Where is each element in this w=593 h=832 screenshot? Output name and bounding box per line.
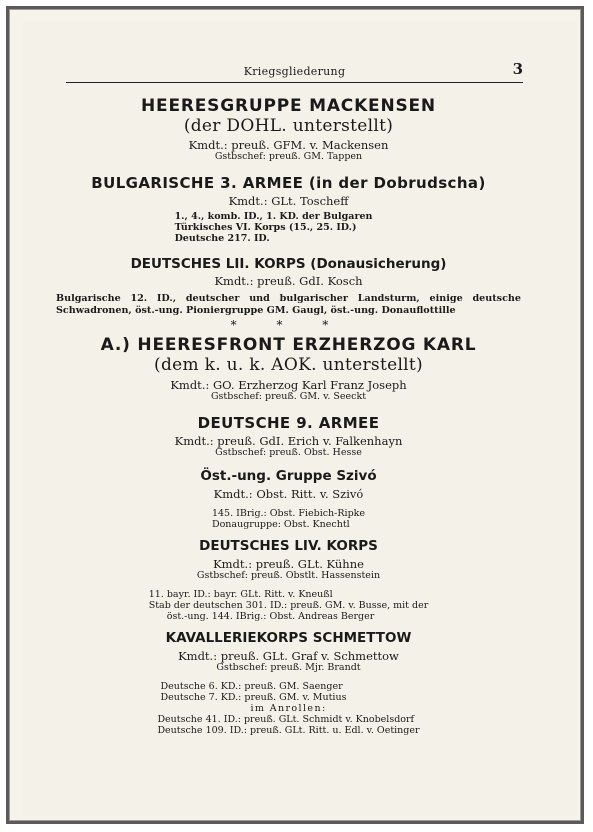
unit-line: Deutsche 7. KD.: preuß. GM. v. Mutius	[160, 691, 347, 703]
commander-line: Kmdt.: GO. Erzherzog Karl Franz Joseph	[170, 377, 407, 392]
unit-line: 1., 4., komb. ID., 1. KD. der Bulgaren	[174, 210, 373, 222]
chief-of-staff-line: Gstbschef: preuß. Obstlt. Hassenstein	[196, 569, 381, 581]
section-title: HEERESGRUPPE MACKENSEN	[141, 96, 436, 116]
commander-line: Kmdt.: preuß. GLt. Kühne	[213, 556, 364, 571]
page-number: 3	[512, 60, 523, 78]
commander-line: Kmdt.: preuß. GFM. v. Mackensen	[188, 138, 389, 153]
section-heeresgruppe	[66, 97, 511, 163]
section-subtitle: (der DOHL. unterstellt)	[183, 115, 394, 136]
section-title: Öst.-ung. Gruppe Szivó	[200, 468, 377, 485]
section-subtitle: (dem k. u. k. AOK. unterstellt)	[154, 354, 423, 375]
section-heeresfront	[66, 336, 511, 402]
commander-line: Kmdt.: preuß. GLt. Graf v. Schmettow	[178, 648, 399, 663]
chief-of-staff-line: Gstbschef: preuß. GM. v. Seeckt	[210, 390, 367, 402]
section-bulgarische-armee	[66, 175, 511, 245]
section-lii-korps	[56, 255, 521, 317]
im-anrollen-label: im Anrollen:	[250, 702, 327, 714]
chief-of-staff-line: Gstbschef: preuß. GM. Tappen	[214, 151, 363, 163]
section-9-armee	[66, 415, 511, 459]
unit-line: Deutsche 109. ID.: preuß. GLt. Ritt. u. Edl. v. Oetinger	[157, 724, 420, 736]
unit-line: 145. IBrig.: Obst. Fiebich-Ripke	[211, 507, 366, 519]
unit-line: Stab der deutschen 301. ID.: preuß. GM. v. Busse, mit der	[148, 599, 429, 611]
section-gruppe-szivo	[66, 469, 511, 531]
unit-line: Deutsche 41. ID.: preuß. GLt. Schmidt v. Knobelsdorf	[157, 713, 415, 725]
unit-line: Deutsche 217. ID.	[174, 232, 270, 244]
section-title: DEUTSCHE 9. ARMEE	[197, 413, 380, 432]
section-title: KAVALLERIEKORPS SCHMETTOW	[165, 630, 412, 646]
units-paragraph: Bulgarische 12. ID., deutscher und bulgarischer Landsturm, einige deutsche Schwadronen, öst.-ung. Pioniergruppe GM. Gaugl, öst.-ung. Donauflottille	[56, 292, 521, 316]
section-title: DEUTSCHES LII. KORPS (Donausicherung)	[130, 255, 447, 272]
header-title: Kriegsgliederung	[243, 65, 346, 78]
separator-asterisks: * * *	[230, 317, 347, 332]
commander-line: Kmdt.: preuß. GdI. Erich v. Falkenhayn	[174, 433, 403, 448]
section-title: A.) HEERESFRONT ERZHERZOG KARL	[100, 335, 477, 356]
document-body	[56, 96, 521, 737]
section-liv-korps	[66, 539, 511, 623]
commander-line: Kmdt.: GLt. Toscheff	[228, 194, 349, 209]
chief-of-staff-line: Gstbschef: preuß. Mjr. Brandt	[216, 661, 361, 673]
section-title: BULGARISCHE 3. ARMEE (in der Dobrudscha)	[91, 174, 486, 193]
chief-of-staff-line: Gstbschef: preuß. Obst. Hesse	[215, 447, 362, 459]
unit-line: Deutsche 6. KD.: preuß. GM. Saenger	[160, 680, 343, 692]
unit-line: Donaugruppe: Obst. Knechtl	[211, 518, 350, 530]
unit-line: Türkisches VI. Korps (15., 25. ID.)	[174, 221, 357, 233]
section-title: DEUTSCHES LIV. KORPS	[199, 538, 378, 555]
commander-line: Kmdt.: preuß. GdI. Kosch	[214, 274, 363, 289]
unit-line: 11. bayr. ID.: bayr. GLt. Ritt. v. Kneußl	[148, 588, 333, 600]
section-kavalleriekorps	[66, 631, 511, 737]
unit-line: öst.-ung. 144. IBrig.: Obst. Andreas Berger	[166, 610, 375, 622]
commander-line: Kmdt.: Obst. Ritt. v. Szivó	[213, 486, 364, 501]
running-header	[66, 58, 523, 83]
